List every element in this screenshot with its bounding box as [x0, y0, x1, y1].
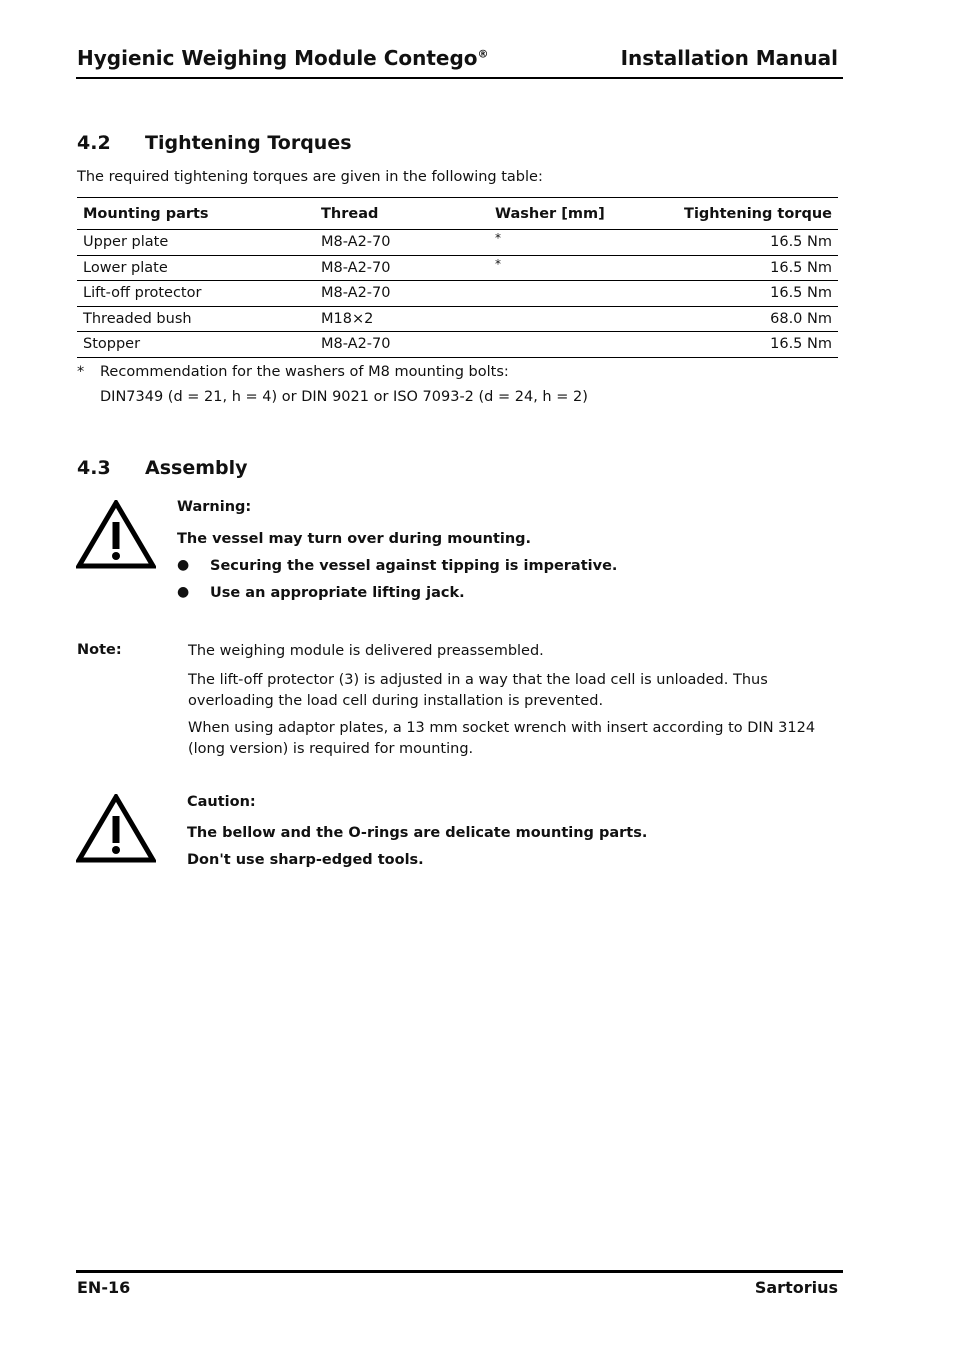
cell-torque: 16.5 Nm — [649, 281, 838, 307]
section-intro: The required tightening torques are given in the following table: — [77, 169, 543, 185]
cell-washer: * — [489, 230, 649, 256]
note-paragraph-2-line-2: overloading the load cell during installation is prevented. — [188, 693, 604, 709]
torque-table — [77, 197, 838, 358]
page-number: EN-16 — [77, 1278, 131, 1297]
footnote-line-2: DIN7349 (d = 21, h = 4) or DIN 9021 or ISO 7093-2 (d = 24, h = 2) — [100, 389, 588, 405]
cell-part: Threaded bush — [77, 306, 315, 332]
warning-triangle-icon — [76, 500, 156, 570]
note-paragraph-2-line-1: The lift-off protector (3) is adjusted in a way that the load cell is unloaded. Thus — [188, 672, 768, 688]
table-row — [77, 306, 838, 332]
cell-part: Upper plate — [77, 230, 315, 256]
table-row — [77, 332, 838, 358]
caution-line-2: Don't use sharp-edged tools. — [187, 852, 424, 868]
document-title: Hygienic Weighing Module Contego® — [77, 46, 489, 70]
cell-part: Lift-off protector — [77, 281, 315, 307]
caution-line-1: The bellow and the O-rings are delicate mounting parts. — [187, 825, 648, 841]
warning-bullet-2: Use an appropriate lifting jack. — [210, 585, 465, 601]
cell-thread: M8-A2-70 — [315, 230, 489, 256]
cell-thread: M8-A2-70 — [315, 281, 489, 307]
section-number-4-3: 4.3 — [77, 457, 111, 479]
footer-rule — [76, 1270, 843, 1273]
column-header-tightening-torque: Tightening torque — [649, 198, 838, 230]
manual-title: Installation Manual — [620, 46, 838, 70]
column-header-washer: Washer [mm] — [489, 198, 649, 230]
cell-washer: * — [489, 255, 649, 281]
cell-torque: 16.5 Nm — [649, 332, 838, 358]
note-paragraph-3-line-2: (long version) is required for mounting. — [188, 741, 474, 757]
note-paragraph-1: The weighing module is delivered preassembled. — [188, 643, 544, 659]
header-rule — [76, 77, 843, 79]
cell-washer — [489, 332, 649, 358]
table-header-row — [77, 198, 838, 230]
section-number-4-2: 4.2 — [77, 132, 111, 154]
cell-part: Lower plate — [77, 255, 315, 281]
note-paragraph-3-line-1: When using adaptor plates, a 13 mm socket wrench with insert according to DIN 3124 — [188, 720, 816, 736]
footnote-line-1: Recommendation for the washers of M8 mounting bolts: — [100, 364, 509, 380]
registered-mark: ® — [477, 47, 489, 61]
table-row — [77, 255, 838, 281]
cell-thread: M18×2 — [315, 306, 489, 332]
table-row — [77, 281, 838, 307]
footnote-marker: * — [77, 364, 85, 380]
footer-brand: Sartorius — [754, 1278, 838, 1297]
section-title-assembly: Assembly — [145, 457, 248, 479]
table-row — [77, 230, 838, 256]
warning-label: Warning: — [177, 499, 252, 515]
section-title-tightening-torques: Tightening Torques — [145, 132, 352, 154]
cell-torque: 16.5 Nm — [649, 230, 838, 256]
cell-torque: 16.5 Nm — [649, 255, 838, 281]
caution-triangle-icon — [76, 794, 156, 864]
bullet-icon: ● — [177, 584, 190, 600]
warning-heading: The vessel may turn over during mounting. — [177, 531, 532, 547]
cell-washer — [489, 306, 649, 332]
cell-thread: M8-A2-70 — [315, 255, 489, 281]
note-label: Note: — [77, 642, 122, 658]
cell-part: Stopper — [77, 332, 315, 358]
cell-thread: M8-A2-70 — [315, 332, 489, 358]
column-header-mounting-parts: Mounting parts — [77, 198, 315, 230]
cell-torque: 68.0 Nm — [649, 306, 838, 332]
bullet-icon: ● — [177, 557, 190, 573]
caution-label: Caution: — [187, 794, 256, 810]
warning-bullet-1: Securing the vessel against tipping is imperative. — [210, 558, 618, 574]
cell-washer — [489, 281, 649, 307]
column-header-thread: Thread — [315, 198, 489, 230]
